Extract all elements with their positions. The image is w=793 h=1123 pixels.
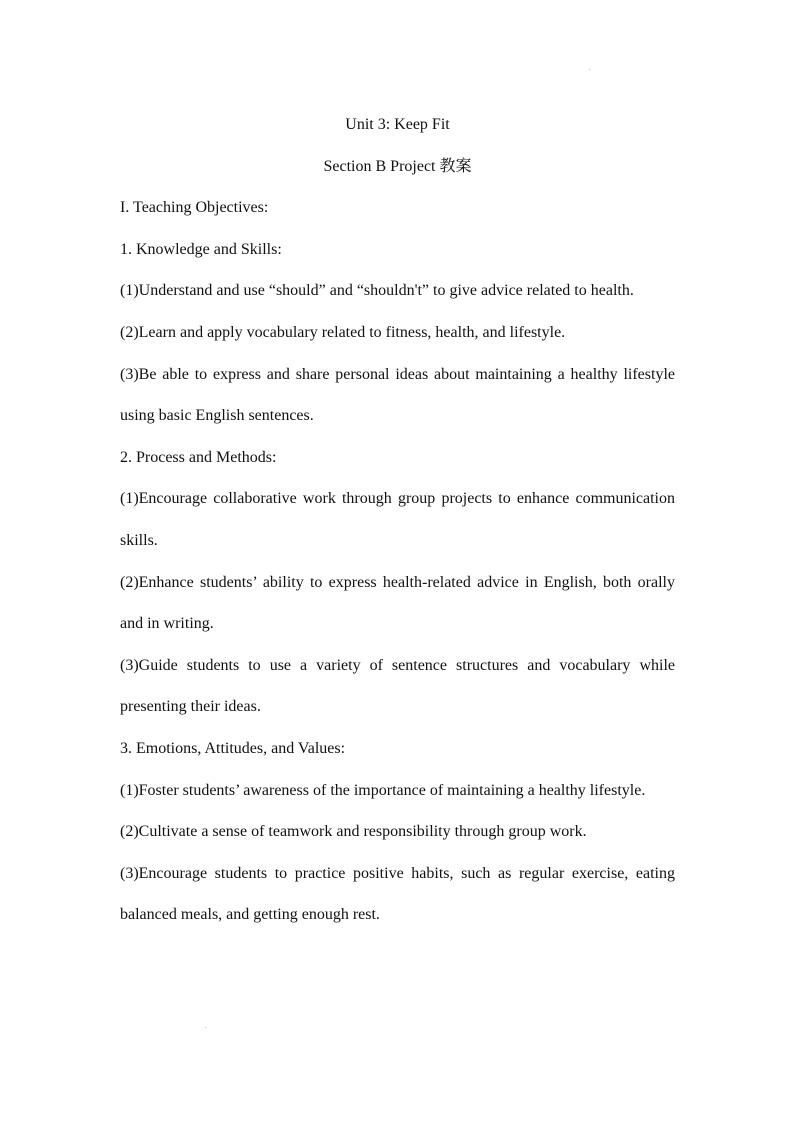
document-subtitle: Section B Project 教案 (323, 157, 472, 175)
objective-group-emotions-attitudes-values (120, 728, 675, 936)
group-heading: 2. Process and Methods: (120, 448, 277, 466)
objective-item: (2)Enhance students’ ability to express health-related advice in English, both orally and in writing. (120, 573, 675, 633)
objective-item: (3)Guide students to use a variety of sentence structures and vocabulary while presenting their ideas. (120, 656, 675, 716)
document-title: Unit 3: Keep Fit (345, 116, 450, 133)
section-heading-teaching-objectives: I. Teaching Objectives: (120, 199, 269, 217)
objective-group-knowledge-skills (120, 229, 675, 437)
objective-group-process-methods (120, 437, 675, 728)
group-heading: 1. Knowledge and Skills: (120, 240, 282, 258)
objective-item: (3)Encourage students to practice positive habits, such as regular exercise, eating balanced meals, and getting enough rest. (120, 864, 675, 924)
scan-speck (589, 69, 590, 70)
objective-item: (3)Be able to express and share personal ideas about maintaining a healthy lifestyle using basic English sentences. (120, 365, 675, 425)
scan-speck (205, 1027, 206, 1028)
group-heading: 3. Emotions, Attitudes, and Values: (120, 739, 346, 757)
document-body (120, 104, 675, 936)
objective-item: (1)Understand and use “should” and “shouldn't” to give advice related to health. (120, 282, 634, 300)
objective-item: (1)Foster students’ awareness of the importance of maintaining a healthy lifestyle. (120, 781, 646, 799)
objective-item: (2)Cultivate a sense of teamwork and responsibility through group work. (120, 823, 587, 841)
objective-item: (2)Learn and apply vocabulary related to fitness, health, and lifestyle. (120, 323, 566, 341)
objective-item: (1)Encourage collaborative work through group projects to enhance communication skills. (120, 490, 675, 549)
